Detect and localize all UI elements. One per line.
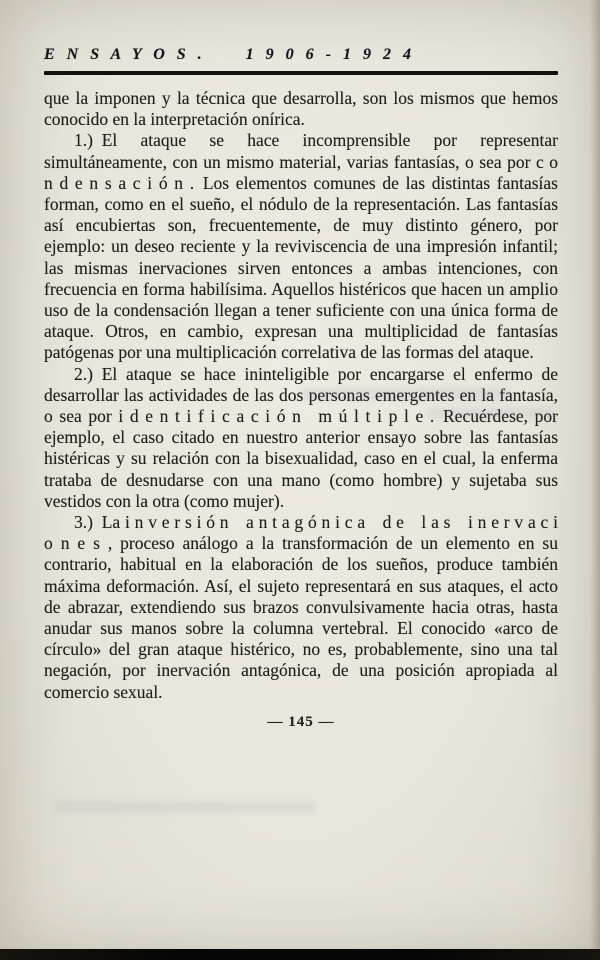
scan-edge-bottom — [0, 949, 600, 960]
page-number: — 145 — — [267, 713, 335, 730]
paragraph-item-3: 3.) La i n v e r s i ó n a n t a g ó n i c a d e l a s i n e r v a c i o n e s , proceso análogo a la transformación de un elemento en su contrario, habitual en la elaboración de los sueños, produce también máxima deformación. Así, el sujeto representará en sus ataques, el acto de abrazar, extendiendo sus brazos convulsivamente hacia otras, hasta anudar sus manos sobre la columna vertebral. El conocido «arco de círculo» del gran ataque histérico, no es, probablemente, sino una tal negación, por inervación antagónica, de una posición apropiada al comercio sexual. — [44, 512, 558, 702]
paragraph-item-1: 1.) El ataque se hace incomprensible por representar simultáneamente, con un mismo material, varias fantasías, o sea por c o n d e n s a c i ó n . Los elementos comunes de las distintas fantasías forman, como en el sueño, el nódulo de la representación. Las fantasías así encubiertas son, frecuentemente, de muy distinto género, por ejemplo: un deseo reciente y la reviviscencia de una impresión infantil; las mismas inervaciones sirven entonces a ambas intenciones, con frecuencia en forma habilísima. Aquellos histéricos que hacen un amplio uso de la condensación llegan a tener suficiente con una única forma de ataque. Otros, en cambio, expresan una multiplicidad de fantasías patógenas por una multiplicación correlativa de las formas del ataque. — [44, 130, 558, 363]
header-rule — [44, 71, 558, 75]
running-header: E N S A Y O S . 1 9 0 6 - 1 9 2 4 — [44, 46, 415, 63]
body-text — [44, 88, 558, 703]
paragraph-continuation: que la imponen y la técnica que desarrolla, son los mismos que hemos conocido en la interpretación onírica. — [44, 88, 558, 130]
scan-edge-shadow — [590, 0, 600, 960]
paragraph-item-2: 2.) El ataque se hace ininteligible por encargarse el enfermo de desarrollar las actividades de las dos personas emergentes en la fantasía, o sea por i d e n t i f i c a c i ó n m ú l t i p l e . Recuérdese, por ejemplo, el caso citado en nuestro anterior ensayo sobre las fantasías histéricas y su relación con la bisexualidad, caso en el cual, la enferma trataba de desnudarse con una mano (como hombre) y sujetaba sus vestidos con la otra (como mujer). — [44, 363, 558, 511]
bleedthrough-mark — [55, 801, 315, 813]
